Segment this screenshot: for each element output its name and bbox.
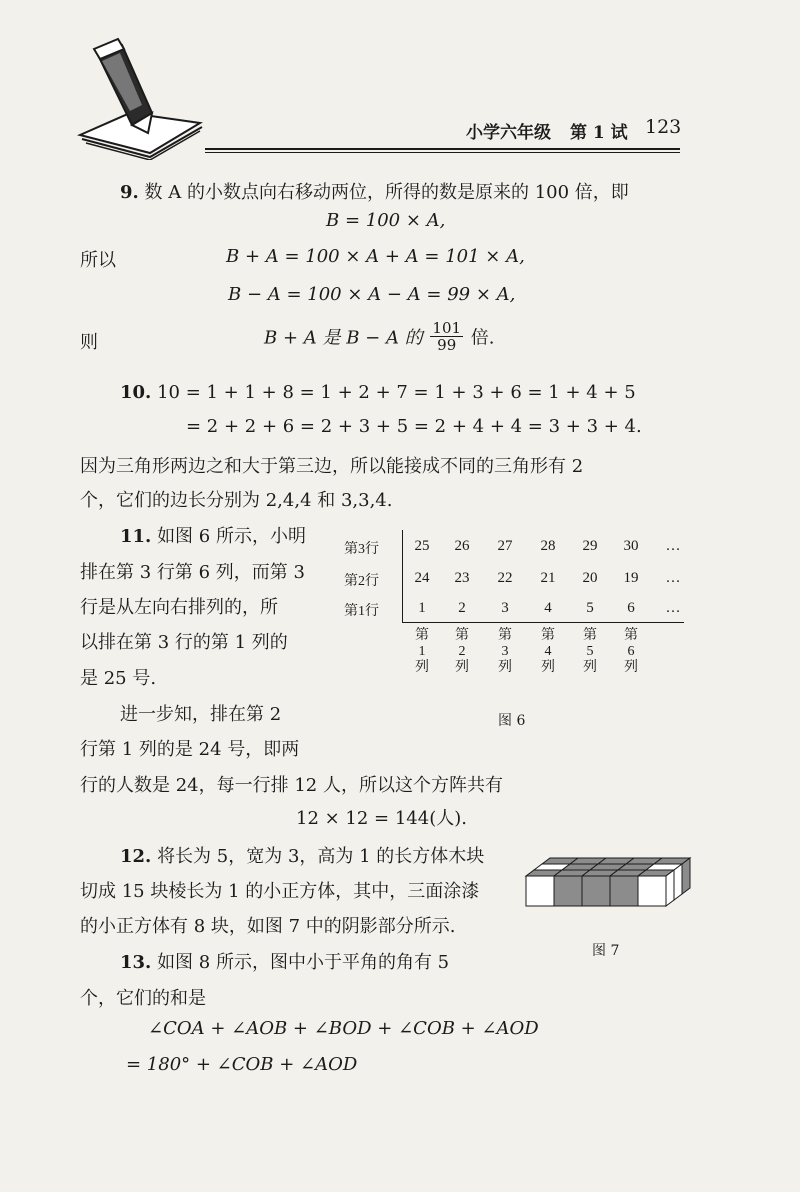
column-label: [493, 628, 517, 676]
problem-12-number: 12.: [120, 846, 152, 867]
problem-13-line1: [120, 948, 449, 974]
problem-12-text-2: 的小正方体有 8 块，如图 7 中的阴影部分所示.: [80, 916, 456, 937]
problem-13-text-2: 个，它们的和是: [80, 988, 206, 1009]
problem-11-text-5: 进一步知，排在第 2: [120, 704, 282, 725]
column-label: [410, 628, 434, 676]
column-label-part: 第: [455, 628, 469, 643]
figure-7-caption: 图 7: [592, 943, 620, 959]
table-cell: 25: [414, 538, 430, 554]
column-label-part: 6: [627, 644, 635, 659]
table-cell: 2: [458, 600, 466, 616]
problem-12-text-0: 将长为 5，宽为 3，高为 1 的长方体木块: [157, 846, 485, 867]
table-cell: 30: [623, 538, 639, 554]
table-cell: …: [665, 600, 681, 616]
row-label: 第3行: [344, 542, 379, 557]
column-label-part: 1: [418, 644, 426, 659]
cube-side-cell: [666, 870, 674, 906]
column-label-part: 列: [455, 660, 469, 675]
table-cell: 1: [418, 600, 426, 616]
problem-11-text-2: 行是从左向右排列的，所: [80, 597, 278, 618]
table-cell: 20: [582, 570, 598, 586]
figure-6-caption: 图 6: [498, 713, 526, 729]
header-rule: [205, 148, 680, 150]
column-label-part: 列: [583, 660, 597, 675]
problem-11-text-4: 是 25 号.: [80, 668, 157, 689]
problem-10-number: 10.: [120, 382, 152, 403]
problem-10-eq-line2: = 2 + 2 + 6 = 2 + 3 + 5 = 2 + 4 + 4 = 3 + 3 + 4.: [186, 416, 642, 437]
problem-9-eq2: B + A = 100 × A + A = 101 × A,: [226, 246, 525, 267]
problem-11-text-1: 排在第 3 行第 6 列，而第 3: [80, 562, 305, 583]
figure-6-table: [340, 530, 690, 730]
cube-front-cell: [638, 876, 666, 906]
problem-11-text-3: 以排在第 3 行的第 1 列的: [80, 632, 288, 653]
fraction: [430, 320, 463, 353]
table-cell: 6: [627, 600, 635, 616]
problem-11-number: 11.: [120, 526, 152, 547]
problem-9-eq1: B = 100 × A,: [326, 210, 446, 231]
problem-10-line1: [120, 382, 636, 403]
table-cell: 5: [586, 600, 594, 616]
column-label-part: 第: [415, 628, 429, 643]
table-cell: 29: [582, 538, 598, 554]
problem-9-text: 数 A 的小数点向右移动两位，所得的数是原来的 100 倍，即: [144, 182, 629, 203]
problem-9-eq4: [264, 320, 495, 353]
fraction-denominator: 99: [437, 336, 457, 354]
column-label-part: 第: [583, 628, 597, 643]
problem-13-number: 13.: [120, 952, 152, 973]
column-label-part: 列: [415, 660, 429, 675]
problem-11-eq: 12 × 12 = 144(人).: [296, 808, 467, 829]
cube-front-cell: [582, 876, 610, 906]
figure-7-cuboid: [520, 848, 700, 918]
column-label-part: 第: [541, 628, 555, 643]
pen-book-logo-icon: [70, 35, 205, 160]
column-label: [578, 628, 602, 676]
problem-10-text2: 个，它们的边长分别为 2,4,4 和 3,3,4.: [80, 490, 393, 511]
problem-11-text-0: 如图 6 所示，小明: [157, 526, 306, 547]
cube-side-cell: [674, 864, 682, 900]
column-label: [536, 628, 560, 676]
problem-11-text-7: 行的人数是 24，每一行排 12 人，所以这个方阵共有: [80, 775, 503, 796]
column-label: [450, 628, 474, 676]
table-cell: …: [665, 538, 681, 554]
column-label: [619, 628, 643, 676]
problem-9-number: 9.: [120, 182, 139, 203]
problem-12-text-1: 切成 15 块棱长为 1 的小正方体，其中，三面涂漆: [80, 881, 480, 902]
header-grade: 小学六年级: [466, 123, 551, 143]
table-cell: 4: [544, 600, 552, 616]
row-label: 第2行: [344, 574, 379, 589]
cube-front-cell: [610, 876, 638, 906]
column-label-part: 列: [498, 660, 512, 675]
problem-9-label-then: 则: [80, 332, 98, 353]
table-cell: 23: [454, 570, 470, 586]
problem-9-label-so: 所以: [80, 250, 116, 271]
table-cell: …: [665, 570, 681, 586]
problem-9-intro: [120, 178, 629, 204]
column-label-part: 列: [541, 660, 555, 675]
header-test: 第 1 试: [570, 123, 628, 143]
problem-13-text-1: 如图 8 所示，图中小于平角的角有 5: [157, 952, 450, 973]
problem-11-text-6: 行第 1 列的是 24 号，即两: [80, 739, 300, 760]
column-label-part: 第: [498, 628, 512, 643]
problem-10-text1: 因为三角形两边之和大于第三边，所以能接成不同的三角形有 2: [80, 456, 584, 477]
problem-13-eq2: = 180° + ∠COB + ∠AOD: [126, 1054, 358, 1075]
column-label-part: 4: [544, 644, 552, 659]
table-cell: 24: [414, 570, 430, 586]
table-cell: 26: [454, 538, 470, 554]
problem-9-eq4-post: 倍.: [470, 327, 495, 349]
header-rule-thin: [205, 152, 680, 153]
table-cell: 3: [501, 600, 509, 616]
column-label-part: 第: [624, 628, 638, 643]
row-label: 第1行: [344, 604, 379, 619]
cube-side-cell: [682, 858, 690, 894]
table-axis-horizontal: [402, 622, 684, 623]
problem-9-eq3: B − A = 100 × A − A = 99 × A,: [228, 284, 516, 305]
problem-12-line0: [120, 842, 484, 868]
cube-front-cell: [526, 876, 554, 906]
problem-10-eq-line1: 10 = 1 + 1 + 8 = 1 + 2 + 7 = 1 + 3 + 6 = 1 + 4 + 5: [157, 382, 636, 403]
table-cell: 27: [497, 538, 513, 554]
column-label-part: 列: [624, 660, 638, 675]
table-cell: 22: [497, 570, 513, 586]
column-label-part: 3: [501, 644, 509, 659]
table-cell: 28: [540, 538, 556, 554]
table-cell: 19: [623, 570, 639, 586]
problem-13-eq1: ∠COA + ∠AOB + ∠BOD + ∠COB + ∠AOD: [148, 1018, 539, 1039]
column-label-part: 5: [586, 644, 594, 659]
page-number: 123: [645, 116, 682, 138]
cube-front-cell: [554, 876, 582, 906]
column-label-part: 2: [458, 644, 466, 659]
problem-9-eq4-pre: B + A 是 B − A 的: [264, 327, 423, 349]
problem-11-line0: [120, 522, 306, 548]
fraction-numerator: 101: [432, 319, 462, 337]
table-cell: 21: [540, 570, 556, 586]
